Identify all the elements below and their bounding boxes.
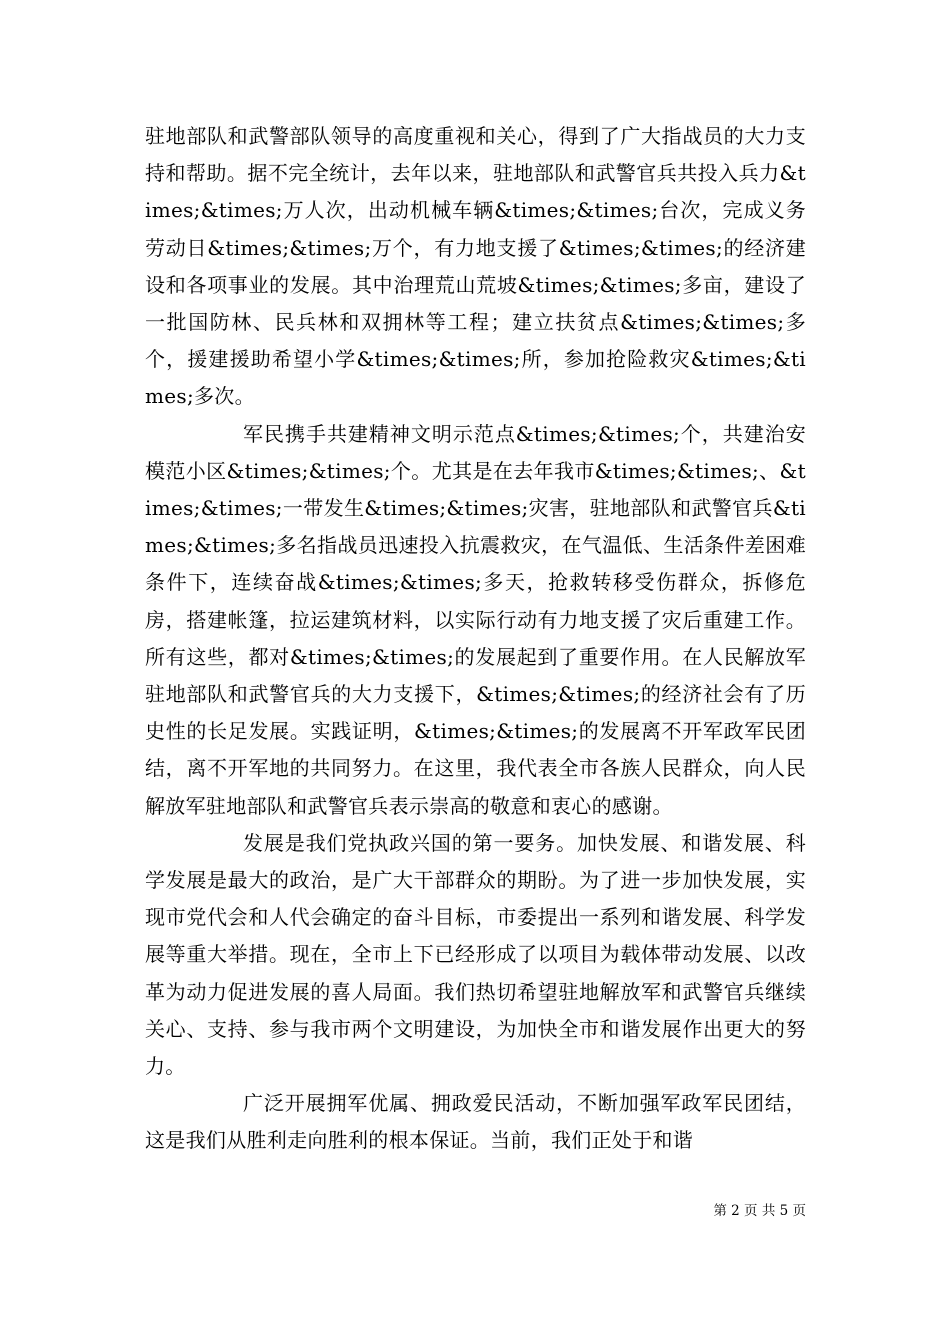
page-number-footer: 第 2 页 共 5 页	[713, 1203, 806, 1219]
paragraph-1: 驻地部队和武警部队领导的高度重视和关心，得到了广大指战员的大力支持和帮助。据不完全统计，去年以来，驻地部队和武警官兵共投入兵力&times;&times;万人次，出动机械车辆&times;&times;台次，完成义务劳动日&times;&times;万个，有力地支援了&times;&times;的经济建设和各项事业的发展。其中治理荒山荒坡&times;&times;多亩，建设了一批国防林、民兵林和双拥林等工程；建立扶贫点&times;&times;多个，援建援助希望小学&times;&times;所，参加抢险救灾&times;&times;多次。	[145, 124, 806, 409]
document-body	[145, 118, 806, 1160]
paragraph-4: 广泛开展拥军优属、拥政爱民活动，不断加强军政军民团结，这是我们从胜利走向胜利的根本保证。当前，我们正处于和谐	[145, 1091, 806, 1153]
paragraph-2: 军民携手共建精神文明示范点&times;&times;个，共建治安模范小区&times;&times;个。尤其是在去年我市&times;&times;、&times;&times;一带发生&times;&times;灾害，驻地部队和武警官兵&times;&times;多名指战员迅速投入抗震救灾，在气温低、生活条件差困难条件下，连续奋战&times;&times;多天，抢救转移受伤群众，拆修危房，搭建帐篷，拉运建筑材料，以实际行动有力地支援了灾后重建工作。所有这些，都对&times;&times;的发展起到了重要作用。在人民解放军驻地部队和武警官兵的大力支援下，&times;&times;的经济社会有了历史性的长足发展。实践证明，&times;&times;的发展离不开军政军民团结，离不开军地的共同努力。在这里，我代表全市各族人民群众，向人民解放军驻地部队和武警官兵表示崇高的敬意和衷心的感谢。	[145, 421, 806, 818]
paragraph-3: 发展是我们党执政兴国的第一要务。加快发展、和谐发展、科学发展是最大的政治，是广大干部群众的期盼。为了进一步加快发展，实现市党代会和人代会确定的奋斗目标，市委提出一系列和谐发展、科学发展等重大举措。现在，全市上下已经形成了以项目为载体带动发展、以改革为动力促进发展的喜人局面。我们热切希望驻地解放军和武警官兵继续关心、支持、参与我市两个文明建设，为加快全市和谐发展作出更大的努力。	[145, 830, 806, 1079]
